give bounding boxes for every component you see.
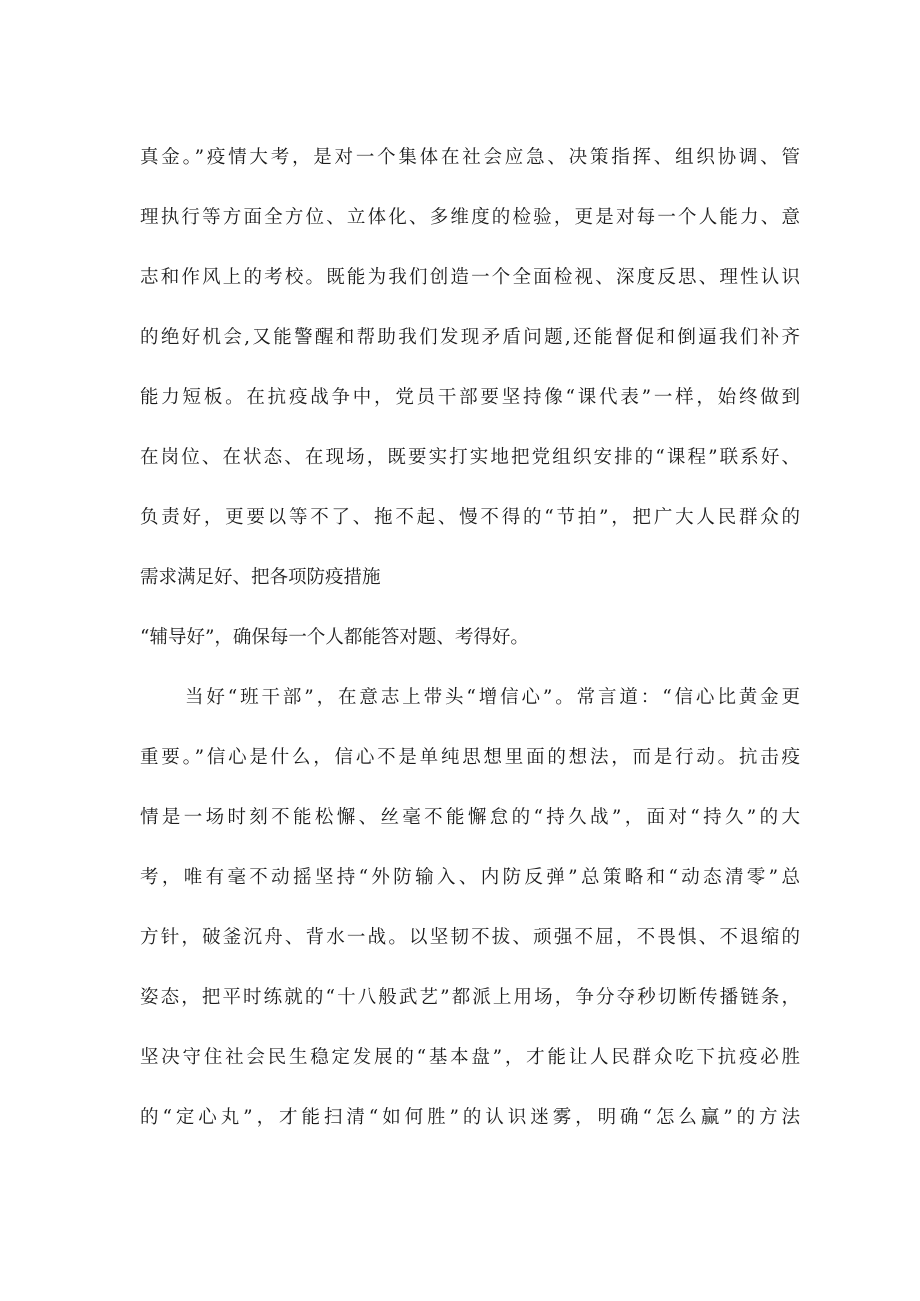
text-line-3: 志和作风上的考校。既能为我们创造一个全面检视、深度反思、理性认识 [140,267,800,288]
text-line-1: 真金。”疫情大考，是对一个集体在社会应急、决策指挥、组织协调、管 [140,147,800,168]
text-line-14: 方针，破釜沉舟、背水一战。以坚韧不拔、顽强不屈，不畏惧、不退缩的 [140,927,800,948]
paragraph-start-line: 当好“班干部”，在意志上带头“增信心”。常言道：“信心比黄金更 [185,687,800,708]
text-line-8: 需求满足好、把各项防疫措施 [140,567,381,588]
text-line-9: “辅导好”，确保每一个人都能答对题、考得好。 [140,627,529,648]
text-line-11: 重要。”信心是什么，信心不是单纯思想里面的想法，而是行动。抗击疫 [140,747,800,768]
text-line-16: 坚决守住社会民生稳定发展的“基本盘”，才能让人民群众吃下抗疫必胜 [140,1047,800,1068]
text-line-7: 负责好，更要以等不了、拖不起、慢不得的“节拍”，把广大人民群众的 [140,507,800,528]
text-line-2: 理执行等方面全方位、立体化、多维度的检验，更是对每一个人能力、意 [140,207,800,228]
text-line-5: 能力短板。在抗疫战争中，党员干部要坚持像“课代表”一样，始终做到 [140,387,800,408]
text-line-4: 的绝好机会,又能警醒和帮助我们发现矛盾问题,还能督促和倒逼我们补齐 [140,327,800,348]
text-line-15: 姿态，把平时练就的“十八般武艺”都派上用场，争分夺秒切断传播链条， [140,987,800,1008]
text-line-6: 在岗位、在状态、在现场，既要实打实地把党组织安排的“课程”联系好、 [140,447,800,468]
text-line-13: 考，唯有毫不动摇坚持“外防输入、内防反弹”总策略和“动态清零”总 [140,867,800,888]
text-line-12: 情是一场时刻不能松懈、丝毫不能懈怠的“持久战”，面对“持久”的大 [140,807,800,828]
text-line-17: 的“定心丸”，才能扫清“如何胜”的认识迷雾，明确“怎么赢”的方法 [140,1107,800,1128]
